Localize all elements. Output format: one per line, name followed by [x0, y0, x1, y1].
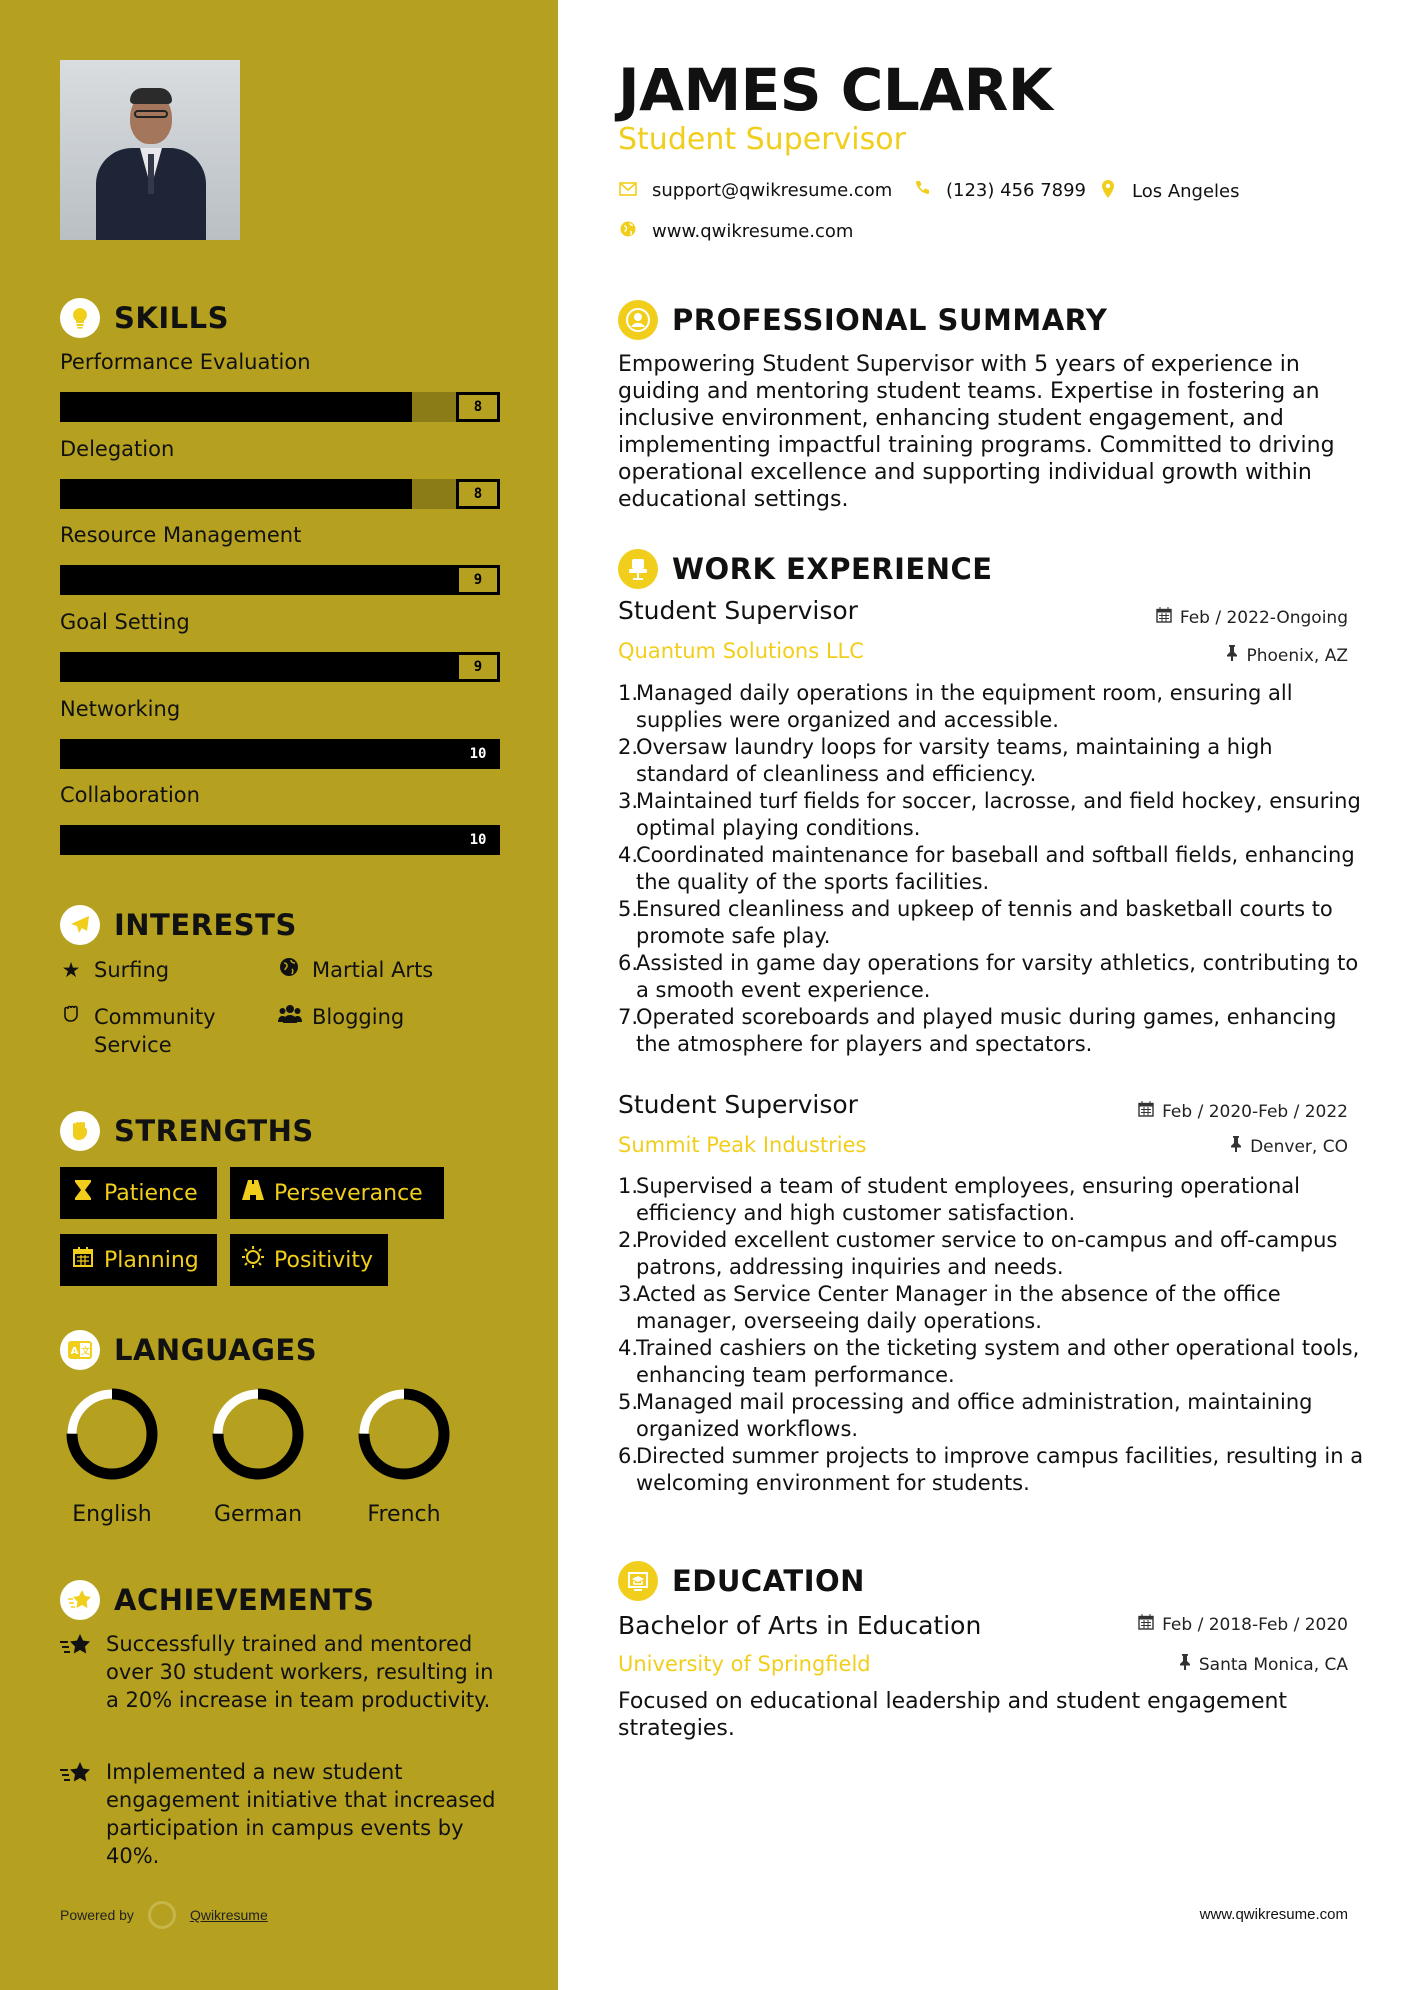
education-dates [1138, 1614, 1348, 1635]
education-location-text: Santa Monica, CA [1198, 1654, 1348, 1675]
skill-label: Delegation [60, 437, 175, 461]
sidebar [0, 0, 558, 1990]
users-icon [278, 1003, 300, 1031]
list-item-text: Coordinated maintenance for baseball and softball fields, enhancing the quality of the sports facilities. [636, 843, 1355, 894]
contact-website[interactable] [618, 221, 853, 242]
globe-icon [618, 221, 638, 242]
skill-bar [60, 825, 500, 855]
language-icon [60, 1330, 100, 1370]
list-item [618, 788, 1368, 842]
website-text: www.qwikresume.com [652, 221, 854, 242]
list-number: 1. [618, 681, 639, 705]
interest-item [60, 1003, 260, 1059]
svg-text:A: A [70, 1346, 79, 1357]
language-ring [210, 1386, 306, 1482]
sun-icon [242, 1246, 264, 1274]
powered-by [60, 1901, 268, 1929]
list-item-text: Provided excellent customer service to on-campus and off-campus patrons, addressing inquiries and needs. [636, 1228, 1338, 1279]
list-item-text: Managed daily operations in the equipment room, ensuring all supplies were organized and accessible. [636, 681, 1293, 732]
list-number: 6. [618, 1444, 639, 1468]
map-marker-icon [1098, 180, 1118, 203]
skill-level: 9 [456, 565, 500, 595]
list-number: 2. [618, 1228, 639, 1252]
job-dates-text: Feb / 2022-Ongoing [1179, 607, 1348, 628]
achievement-text: Implemented a new student engagement initiative that increased participation in campus events by 40%. [106, 1760, 496, 1868]
education-description: Focused on educational leadership and student engagement strategies. [618, 1689, 1288, 1741]
strength-label: Planning [104, 1247, 199, 1273]
job-location-text: Denver, CO [1250, 1136, 1348, 1157]
list-number: 4. [618, 1336, 639, 1360]
list-item [618, 842, 1368, 896]
list-item-text: Operated scoreboards and played music during games, enhancing the atmosphere for players and spectators. [636, 1005, 1337, 1056]
skill-item [60, 783, 500, 848]
list-item-text: Assisted in game day operations for varsity athletics, contributing to a smooth event experience. [636, 951, 1359, 1002]
contact-phone[interactable] [912, 180, 1086, 201]
interests-header [60, 905, 297, 945]
list-item [618, 734, 1368, 788]
list-item [618, 1389, 1368, 1443]
skill-item [60, 437, 500, 502]
candidate-name: JAMES CLARK [618, 56, 1053, 124]
skill-bar [60, 479, 500, 509]
achievements-title: ACHIEVEMENTS [114, 1583, 375, 1617]
achievement-item [60, 1758, 500, 1870]
skill-item [60, 523, 500, 588]
list-item [618, 1335, 1368, 1389]
skill-level: 10 [456, 739, 500, 769]
candidate-role: Student Supervisor [618, 122, 906, 157]
powered-by-label: Powered by [60, 1907, 134, 1923]
list-item [618, 1227, 1368, 1281]
shooting-star-icon [60, 1758, 92, 1870]
skill-level: 8 [456, 479, 500, 509]
job-duties-list [618, 1173, 1368, 1497]
languages-title: LANGUAGES [114, 1333, 318, 1367]
skill-label: Networking [60, 697, 181, 721]
interest-label: Martial Arts [312, 958, 434, 982]
language-label: French [367, 1502, 441, 1527]
language-label: English [72, 1502, 152, 1527]
skill-bar-fill [60, 479, 412, 509]
language-label: German [213, 1502, 303, 1527]
list-item-text: Oversaw laundry loops for varsity teams, maintaining a high standard of cleanliness and efficiency. [636, 735, 1273, 786]
skill-level: 10 [456, 825, 500, 855]
achievements-header [60, 1580, 374, 1620]
list-number: 5. [618, 897, 639, 921]
job-dates [1138, 1101, 1348, 1122]
education-title: EDUCATION [672, 1564, 865, 1598]
strength-tag [230, 1234, 388, 1286]
pushpin-icon [1179, 1654, 1191, 1675]
interests-title: INTERESTS [114, 908, 297, 942]
skill-label: Goal Setting [60, 610, 190, 634]
education-location [1179, 1654, 1348, 1675]
list-item-text: Maintained turf fields for soccer, lacrosse, and field hockey, ensuring optimal playing conditions. [636, 789, 1361, 840]
graduation-icon [618, 1561, 658, 1601]
language-ring [64, 1386, 160, 1482]
list-item-text: Acted as Service Center Manager in the absence of the office manager, overseeing daily operations. [636, 1282, 1281, 1333]
powered-by-link[interactable]: Qwikresume [189, 1907, 268, 1923]
profile-photo [60, 60, 240, 240]
briefcase-chair-icon [618, 549, 658, 589]
degree-title: Bachelor of Arts in Education [618, 1611, 982, 1640]
job-company: Summit Peak Industries [618, 1133, 867, 1157]
strength-tag [60, 1167, 217, 1219]
list-item [618, 950, 1368, 1004]
strength-label: Perseverance [274, 1180, 423, 1206]
skill-bar-fill [60, 739, 456, 769]
list-item [618, 1173, 1368, 1227]
list-item [618, 1004, 1368, 1058]
languages-header [60, 1330, 317, 1370]
skill-label: Performance Evaluation [60, 350, 311, 374]
list-number: 7. [618, 1005, 639, 1029]
list-item-text: Supervised a team of student employees, ensuring operational efficiency and high customer satisfaction. [636, 1174, 1300, 1225]
star-badge-icon [60, 1580, 100, 1620]
contact-location [1098, 180, 1240, 203]
list-item [618, 1443, 1368, 1497]
job-location [1230, 1136, 1348, 1157]
skill-bar-fill [60, 825, 456, 855]
qwikresume-logo-icon [148, 1901, 176, 1929]
list-number: 2. [618, 735, 639, 759]
skill-label: Collaboration [60, 783, 200, 807]
education-header [618, 1561, 865, 1601]
globe-icon [278, 956, 300, 984]
achievement-text: Successfully trained and mentored over 30 student workers, resulting in a 20% increase in team productivity. [106, 1632, 494, 1712]
skill-bar-fill [60, 652, 456, 682]
interest-label: Blogging [312, 1005, 405, 1029]
skill-bar-fill [60, 565, 456, 595]
strength-label: Positivity [274, 1247, 374, 1273]
strengths-header [60, 1111, 314, 1151]
strength-tag [60, 1234, 217, 1286]
job-title: Student Supervisor [618, 596, 858, 625]
summary-title: PROFESSIONAL SUMMARY [672, 303, 1108, 337]
skill-bar [60, 652, 500, 682]
list-item [618, 896, 1368, 950]
work-title: WORK EXPERIENCE [672, 552, 993, 586]
skill-bar [60, 565, 500, 595]
interest-label: Community Service [94, 1005, 216, 1057]
language-item [57, 1386, 167, 1527]
school-name: University of Springfield [618, 1652, 871, 1676]
skill-item [60, 610, 500, 675]
location-text: Los Angeles [1132, 181, 1240, 202]
list-number: 1. [618, 1174, 639, 1198]
interest-item [278, 1003, 404, 1031]
job-dates-text: Feb / 2020-Feb / 2022 [1162, 1101, 1348, 1122]
calendar-icon [72, 1247, 94, 1273]
shooting-star-icon [60, 1630, 92, 1714]
skills-header [60, 298, 229, 338]
list-number: 4. [618, 843, 639, 867]
lightbulb-icon [60, 298, 100, 338]
svg-text:文: 文 [80, 1347, 91, 1357]
envelope-icon [618, 180, 638, 201]
main-content [558, 0, 1407, 1990]
email-text: support@qwikresume.com [652, 180, 893, 201]
calendar-icon [1138, 1614, 1154, 1635]
skill-level: 8 [456, 392, 500, 422]
summary-text: Empowering Student Supervisor with 5 years of experience in guiding and mentoring student teams. Expertise in fostering an inclusive environment, enhancing student engagement, and implementing impactful training programs. Committed to driving operational excellence and supporting individual growth within educational settings. [618, 352, 1335, 512]
job-duties-list [618, 680, 1368, 1058]
job-dates [1156, 607, 1348, 628]
phone-text: (123) 456 7899 [946, 180, 1087, 201]
language-item [349, 1386, 459, 1527]
skill-item [60, 350, 500, 415]
user-icon [618, 300, 658, 340]
skill-bar [60, 392, 500, 422]
skill-level: 9 [456, 652, 500, 682]
pushpin-icon [1226, 645, 1238, 666]
list-item-text: Trained cashiers on the ticketing system and other operational tools, enhancing team performance. [636, 1336, 1360, 1387]
contact-email[interactable] [618, 180, 892, 201]
interest-item [278, 956, 433, 984]
fist-icon [60, 1111, 100, 1151]
skill-bar-fill [60, 392, 412, 422]
list-item-text: Directed summer projects to improve campus facilities, resulting in a welcoming environment for students. [636, 1444, 1364, 1495]
skill-item [60, 697, 500, 762]
pushpin-icon [1230, 1136, 1242, 1157]
paper-plane-icon [60, 905, 100, 945]
job-company: Quantum Solutions LLC [618, 639, 864, 663]
footer-website[interactable]: www.qwikresume.com [1199, 1906, 1348, 1923]
skills-title: SKILLS [114, 301, 229, 335]
calendar-icon [1156, 607, 1172, 628]
list-item [618, 1281, 1368, 1335]
strengths-title: STRENGTHS [114, 1114, 314, 1148]
achievement-item [60, 1630, 500, 1714]
calendar-icon [1138, 1101, 1154, 1122]
language-ring [356, 1386, 452, 1482]
skill-label: Resource Management [60, 523, 302, 547]
work-header [618, 549, 993, 589]
strength-label: Patience [104, 1180, 198, 1206]
interest-label: Surfing [94, 958, 170, 982]
list-number: 3. [618, 1282, 639, 1306]
interest-item [60, 956, 169, 984]
list-number: 6. [618, 951, 639, 975]
list-item [618, 680, 1368, 734]
job-title: Student Supervisor [618, 1090, 858, 1119]
star-icon: ★ [61, 958, 81, 982]
phone-icon [912, 180, 932, 201]
strength-tag [230, 1167, 444, 1219]
hourglass-icon [72, 1179, 94, 1207]
summary-header [618, 300, 1107, 340]
list-number: 5. [618, 1390, 639, 1414]
list-item-text: Ensured cleanliness and upkeep of tennis and basketball courts to promote safe play. [636, 897, 1333, 948]
list-number: 3. [618, 789, 639, 813]
list-item-text: Managed mail processing and office administration, maintaining organized workflows. [636, 1390, 1313, 1441]
hand-icon [60, 1003, 82, 1059]
road-icon [242, 1180, 264, 1206]
language-item [203, 1386, 313, 1527]
education-dates-text: Feb / 2018-Feb / 2020 [1162, 1614, 1348, 1635]
job-location-text: Phoenix, AZ [1246, 645, 1348, 666]
job-location [1226, 645, 1348, 666]
skill-bar [60, 739, 500, 769]
